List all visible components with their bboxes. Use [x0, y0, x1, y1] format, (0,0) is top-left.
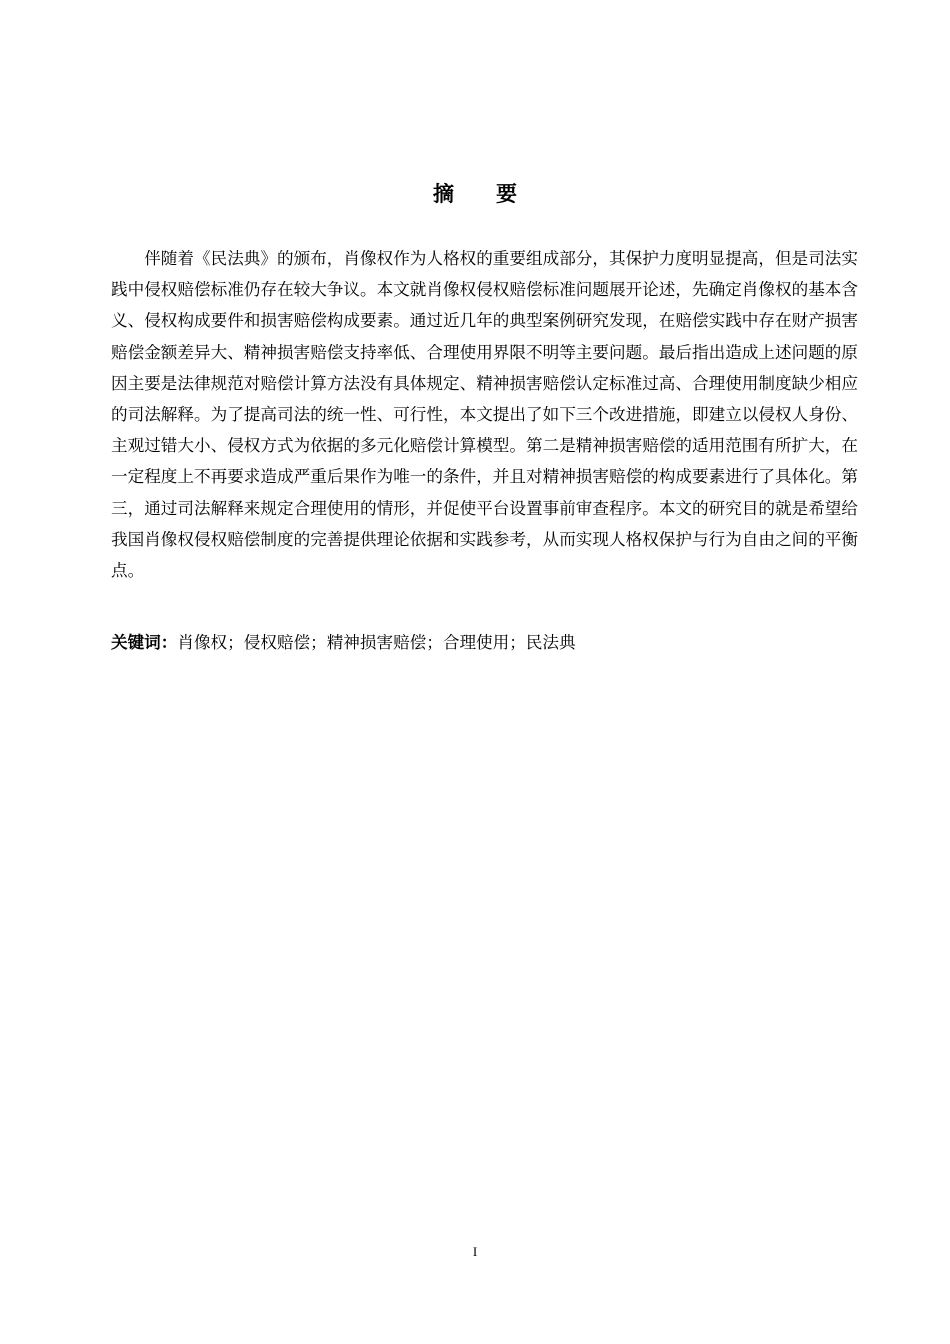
abstract-title: [0, 178, 950, 208]
keywords-line: [111, 627, 858, 658]
abstract-title-char-1: 摘: [433, 182, 454, 206]
page-number: I: [472, 1244, 478, 1259]
keywords-label: 关键词：: [111, 633, 178, 652]
abstract-body: 伴随着《民法典》的颁布，肖像权作为人格权的重要组成部分，其保护力度明显提高，但是司法实践中侵权赔偿标准仍存在较大争议。本文就肖像权侵权赔偿标准问题展开论述，先确定肖像权的基本含义、侵权构成要件和损害赔偿构成要素。通过近几年的典型案例研究发现，在赔偿实践中存在财产损害赔偿金额差异大、精神损害赔偿支持率低、合理使用界限不明等主要问题。最后指出造成上述问题的原因主要是法律规范对赔偿计算方法没有具体规定、精神损害赔偿认定标准过高、合理使用制度缺少相应的司法解释。为了提高司法的统一性、可行性，本文提出了如下三个改进措施，即建立以侵权人身份、主观过错大小、侵权方式为依据的多元化赔偿计算模型。第二是精神损害赔偿的适用范围有所扩大，在一定程度上不再要求造成严重后果作为唯一的条件，并且对精神损害赔偿的构成要素进行了具体化。第三，通过司法解释来规定合理使用的情形，并促使平台设置事前审查程序。本文的研究目的就是希望给我国肖像权侵权赔偿制度的完善提供理论依据和实践参考，从而实现人格权保护与行为自由之间的平衡点。: [111, 249, 858, 581]
keywords-value: 肖像权；侵权赔偿；精神损害赔偿；合理使用；民法典: [177, 633, 576, 652]
abstract-title-char-2: 要: [496, 182, 517, 206]
